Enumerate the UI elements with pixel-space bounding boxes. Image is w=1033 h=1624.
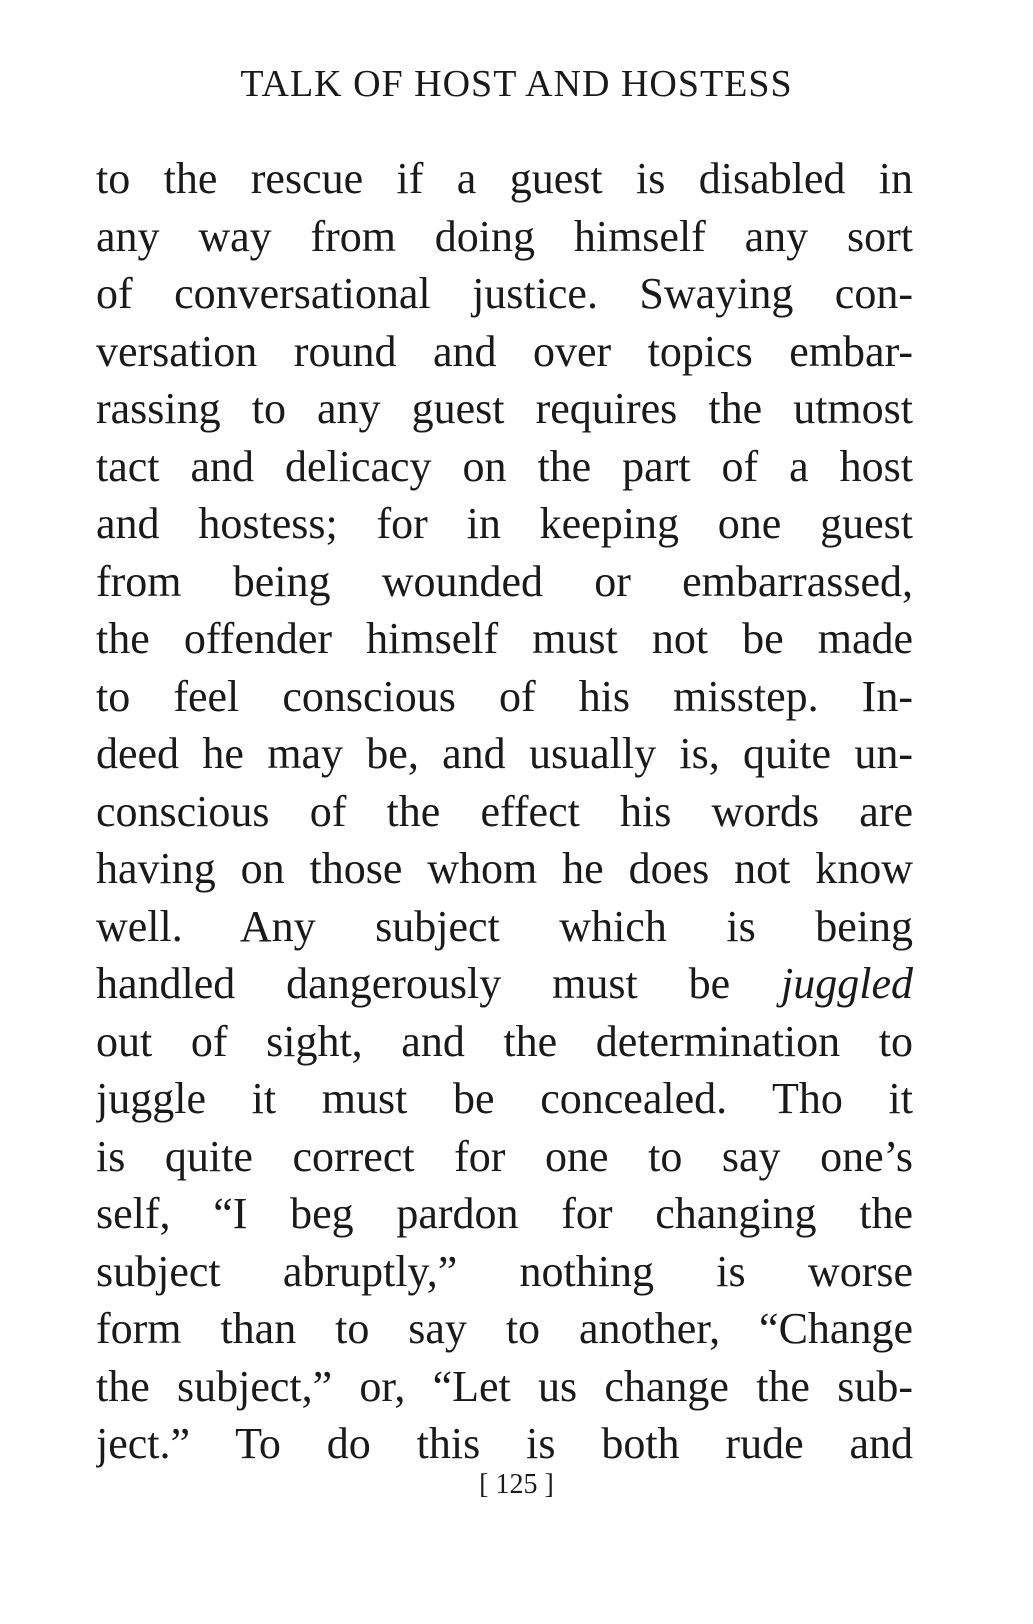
body-text [96, 150, 913, 1473]
text-line: having on those whom he does not know [96, 844, 913, 893]
text-line: of conversational justice. Swaying con- [96, 269, 913, 318]
text-line: the subject,” or, “Let us change the sub- [96, 1361, 913, 1411]
text-segment: handled dangerously must be [96, 959, 782, 1008]
text-line: tact and delicacy on the part of a host [96, 441, 913, 491]
text-line: well. Any subject which is being [96, 901, 913, 951]
text-line: deed he may be, and usually is, quite un- [96, 729, 913, 778]
text-line: self, “I beg pardon for changing the [96, 1189, 913, 1238]
text-line: any way from doing himself any sort [96, 211, 913, 261]
text-line: form than to say to another, “Change [96, 1304, 913, 1353]
text-line: from being wounded or embarrassed, [96, 556, 913, 606]
text-line: out of sight, and the determination to [96, 1016, 913, 1066]
running-head: TALK OF HOST AND HOSTESS [240, 63, 793, 105]
text-line: ject.” To do this is both rude and [96, 1419, 913, 1468]
text-line: rassing to any guest requires the utmost [96, 384, 913, 433]
text-line: and hostess; for in keeping one guest [96, 499, 913, 548]
text-line: juggle it must be concealed. Tho it [96, 1074, 913, 1123]
text-line: conscious of the effect his words are [96, 786, 913, 836]
page-number: [ 125 ] [479, 1469, 554, 1500]
text-line: versation round and over topics embar- [96, 326, 913, 376]
text-line: to the rescue if a guest is disabled in [96, 154, 913, 203]
text-line: to feel conscious of his misstep. In- [96, 671, 913, 721]
text-line: the offender himself must not be made [96, 614, 913, 663]
italic-word: juggled [781, 959, 913, 1008]
text-line: subject abruptly,” nothing is worse [96, 1246, 913, 1296]
text-line-with-italic [96, 955, 913, 1013]
text-line: is quite correct for one to say one’s [96, 1131, 913, 1181]
